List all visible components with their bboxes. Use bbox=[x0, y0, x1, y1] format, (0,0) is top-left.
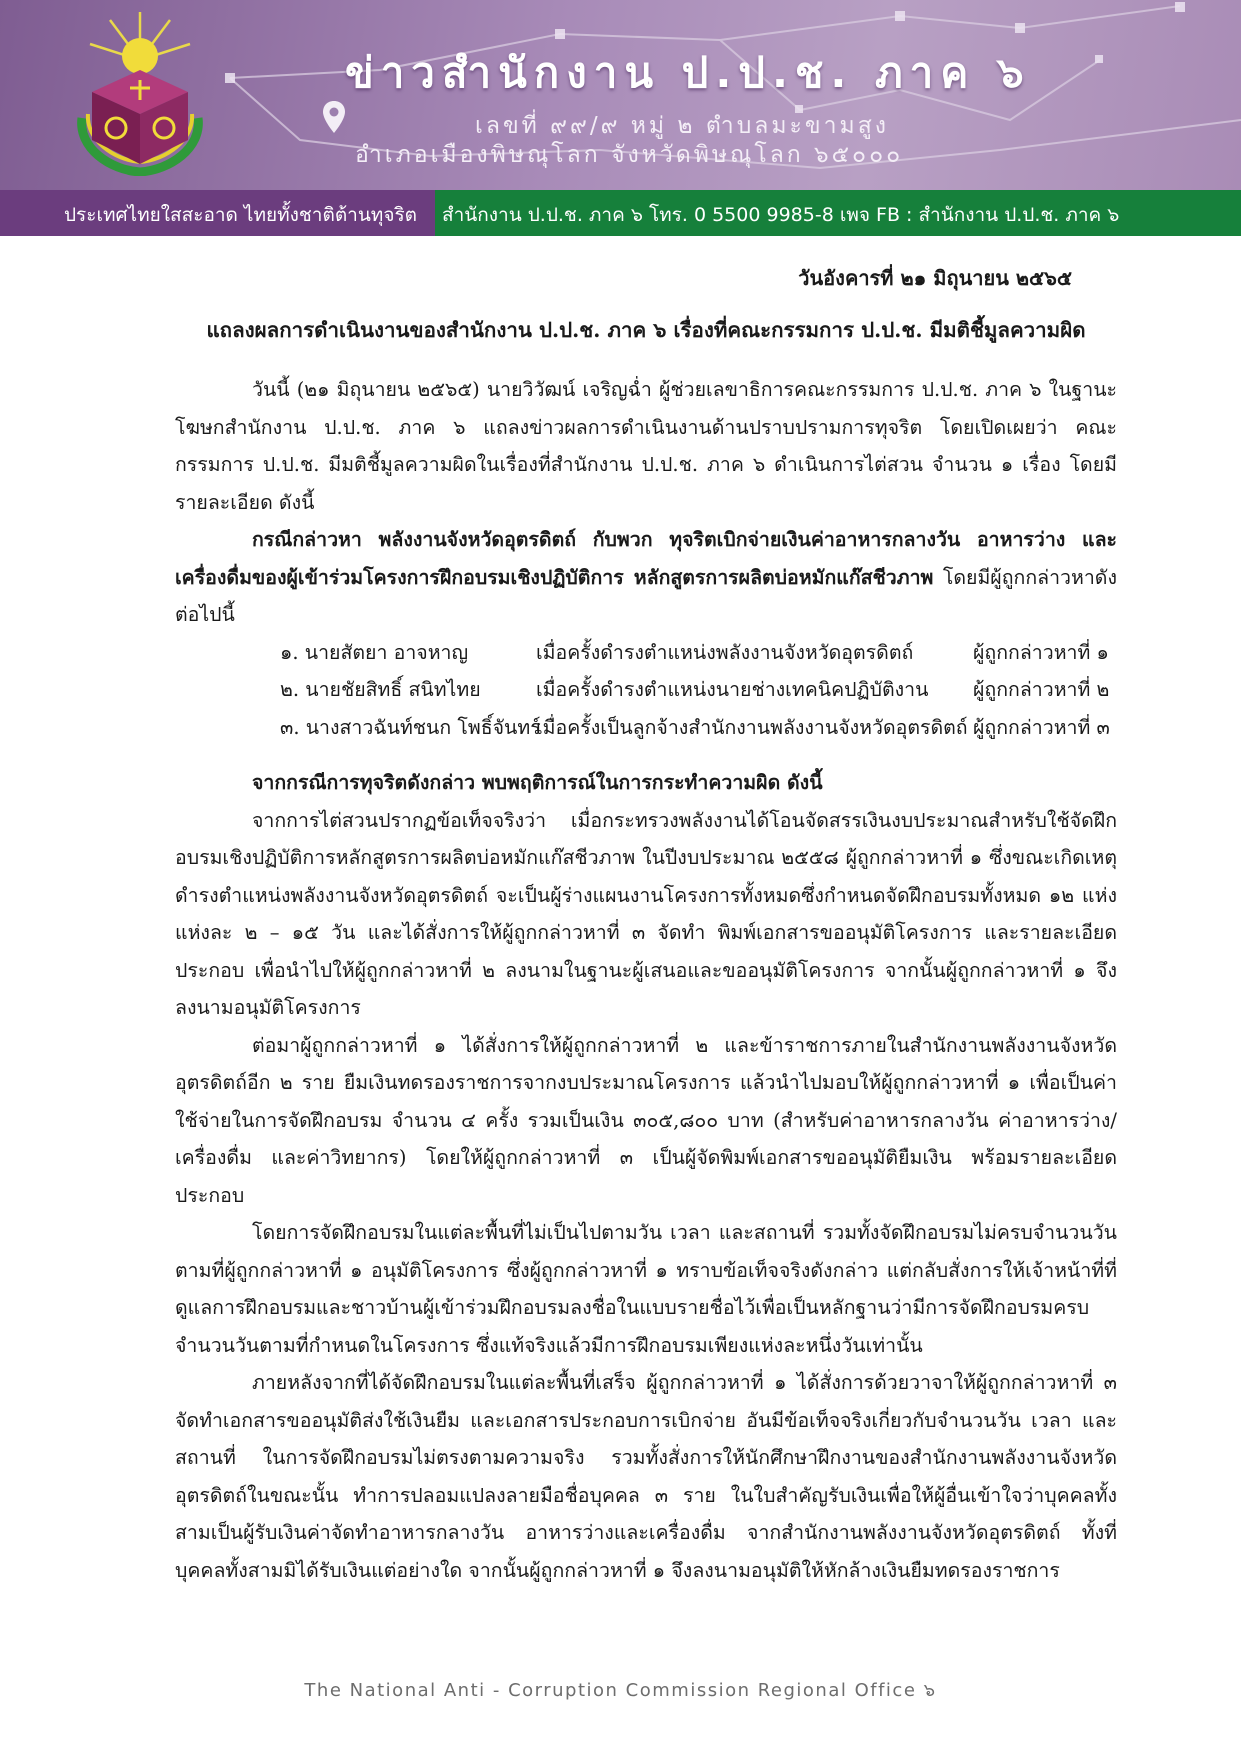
intro-paragraph: วันนี้ (๒๑ มิถุนายน ๒๕๖๕) นายวิวัฒน์ เจริญฉ่ำ ผู้ช่วยเลขาธิการคณะกรรมการ ป.ป.ช. ภาค ๖ ในฐานะโฆษกสำนักงาน ป.ป.ช. ภาค ๖ แถลงข่าวผลการดำเนินงานด้านปราบปรามการทุจริต โดยเปิดเผยว่า คณะกรรมการ ป.ป.ช. มีมติชี้มูลความผิดในเรื่องที่สำนักงาน ป.ป.ช. ภาค ๖ ดำเนินการไต่สวน จำนวน ๑ เรื่อง โดยมีรายละเอียด ดังนี้ bbox=[175, 378, 1117, 514]
facts-paragraph: ต่อมาผู้ถูกกล่าวหาที่ ๑ ได้สั่งการให้ผู้ถูกกล่าวหาที่ ๒ และข้าราชการภายในสำนักงานพลังงานจังหวัดอุตรดิตถ์อีก ๒ ราย ยืมเงินทดรองราชการจากงบประมาณโครงการ แล้วนำไปมอบให้ผู้ถูกกล่าวหาที่ ๑ เพื่อเป็นค่าใช้จ่ายในการจัดฝึกอบรม จำนวน ๔ ครั้ง รวมเป็นเงิน ๓๐๕,๘๐๐ บาท (สำหรับค่าอาหารกลางวัน ค่าอาหารว่าง/เครื่องดื่ม และค่าวิทยากร) โดยให้ผู้ถูกกล่าวหาที่ ๓ เป็นผู้จัดพิมพ์เอกสารขออนุมัติยืมเงิน พร้อมรายละเอียดประกอบ bbox=[175, 1033, 1117, 1207]
press-release-body bbox=[175, 250, 1117, 1589]
slogan-text: ประเทศไทยใสสะอาด ไทยทั้งชาติต้านทุจริต bbox=[64, 204, 418, 226]
accused-position: เมื่อครั้งดำรงตำแหน่งนายช่างเทคนิคปฏิบัติงาน bbox=[536, 678, 929, 701]
banner-title: ข่าวสำนักงาน ป.ป.ช. ภาค ๖ bbox=[345, 48, 1031, 97]
accused-row bbox=[175, 671, 1117, 709]
header-banner bbox=[0, 0, 1241, 190]
facts-paragraph: จากการไต่สวนปรากฏข้อเท็จจริงว่า เมื่อกระทรวงพลังงานได้โอนจัดสรรเงินงบประมาณสำหรับใช้จัดฝึกอบรมเชิงปฏิบัติการหลักสูตรการผลิตบ่อหมักแก๊สชีวภาพ ในปีงบประมาณ ๒๕๕๘ ผู้ถูกกล่าวหาที่ ๑ ซึ่งขณะเกิดเหตุดำรงตำแหน่งพลังงานจังหวัดอุตรดิตถ์ จะเป็นผู้ร่างแผนงานโครงการทั้งหมดซึ่งกำหนดจัดฝึกอบรมทั้งหมด ๑๒ แห่ง แห่งละ ๒ – ๑๕ วัน และได้สั่งการให้ผู้ถูกกล่าวหาที่ ๓ จัดทำ พิมพ์เอกสารขออนุมัติโครงการ และรายละเอียดประกอบ เพื่อนำไปให้ผู้ถูกกล่าวหาที่ ๒ ลงนามในฐานะผู้เสนอและขออนุมัติโครงการ จากนั้นผู้ถูกกล่าวหาที่ ๑ จึงลงนามอนุมัติโครงการ bbox=[175, 808, 1117, 1019]
address-line-1: เลขที่ ๙๙/๙ หมู่ ๒ ตำบลมะขามสูง bbox=[475, 113, 889, 139]
accused-name: ๒. นายชัยสิทธิ์ สนิทไทย bbox=[280, 678, 481, 701]
facts-paragraph: โดยการจัดฝึกอบรมในแต่ละพื้นที่ไม่เป็นไปตามวัน เวลา และสถานที่ รวมทั้งจัดฝึกอบรมไม่ครบจำนวนวันตามที่ผู้ถูกกล่าวหาที่ ๑ อนุมัติโครงการ ซึ่งผู้ถูกกล่าวหาที่ ๑ ทราบข้อเท็จจริงดังกล่าว แต่กลับสั่งการให้เจ้าหน้าที่ที่ดูแลการฝึกอบรมและชาวบ้านผู้เข้าร่วมฝึกอบรมลงชื่อในแบบรายชื่อไว้เพื่อเป็นหลักฐานว่ามีการจัดฝึกอบรมครบจำนวนวันตามที่กำหนดในโครงการ ซึ่งแท้จริงแล้วมีการฝึกอบรมเพียงแห่งละหนึ่งวันเท่านั้น bbox=[175, 1221, 1117, 1357]
accused-position: เมื่อครั้งดำรงตำแหน่งพลังงานจังหวัดอุตรดิตถ์ bbox=[536, 640, 914, 664]
accused-role: ผู้ถูกกล่าวหาที่ ๒ bbox=[973, 678, 1110, 701]
contact-text: สำนักงาน ป.ป.ช. ภาค ๖ โทร. 0 5500 9985-8 เพจ FB : สำนักงาน ป.ป.ช. ภาค ๖ bbox=[442, 204, 1120, 226]
case-summary-tail: โดยมีผู้ถูกกล่าวหาดังต่อไปนี้ bbox=[175, 565, 1117, 626]
contact-strip bbox=[0, 190, 1241, 236]
accused-name: ๑. นายสัตยา อาจหาญ bbox=[280, 640, 469, 664]
case-summary-bold: กรณีกล่าวหา พลังงานจังหวัดอุตรดิตถ์ กับพวก ทุจริตเบิกจ่ายเงินค่าอาหารกลางวัน อาหารว่าง และเครื่องดื่มของผู้เข้าร่วมโครงการฝึกอบรมเชิงปฏิบัติการ หลักสูตรการผลิตบ่อหมักแก๊สชีวภาพ bbox=[175, 528, 1117, 589]
accused-row bbox=[175, 634, 1117, 672]
address-line-2: อำเภอเมืองพิษณุโลก จังหวัดพิษณุโลก ๖๕๐๐๐ bbox=[355, 142, 904, 168]
map-pin-icon bbox=[322, 100, 346, 134]
accused-row bbox=[175, 709, 1117, 747]
case-paragraph bbox=[175, 521, 1117, 634]
page-footer: The National Anti - Corruption Commission Regional Office ๖ bbox=[304, 1680, 937, 1701]
accused-name: ๓. นางสาวฉันท์ชนก โพธิ์จันทร์ bbox=[280, 715, 541, 739]
release-title: แถลงผลการดำเนินงานของสำนักงาน ป.ป.ช. ภาค ๖ เรื่องที่คณะกรรมการ ป.ป.ช. มีมติชี้มูลความผิด bbox=[206, 317, 1086, 342]
facts-paragraph: ภายหลังจากที่ได้จัดฝึกอบรมในแต่ละพื้นที่เสร็จ ผู้ถูกกล่าวหาที่ ๑ ได้สั่งการด้วยวาจาให้ผู้ถูกกล่าวหาที่ ๓ จัดทำเอกสารขออนุมัติส่งใช้เงินยืม และเอกสารประกอบการเบิกจ่าย อันมีข้อเท็จจริงเกี่ยวกับจำนวนวัน เวลา และสถานที่ ในการจัดฝึกอบรมไม่ตรงตามความจริง รวมทั้งสั่งการให้นักศึกษาฝึกงานของสำนักงานพลังงานจังหวัดอุตรดิตถ์ในขณะนั้น ทำการปลอมแปลงลายมือชื่อบุคคล ๓ ราย ในใบสำคัญรับเงินเพื่อให้ผู้อื่นเข้าใจว่าบุคคลทั้งสามเป็นผู้รับเงินค่าจัดทำอาหารกลางวัน อาหารว่างและเครื่องดื่ม จากสำนักงานพลังงานจังหวัดอุตรดิตถ์ ทั้งที่บุคคลทั้งสามมิได้รับเงินแต่อย่างใด จากนั้นผู้ถูกกล่าวหาที่ ๑ จึงลงนามอนุมัติให้หักล้างเงินยืมทดรองราชการ bbox=[175, 1371, 1117, 1582]
release-date: วันอังคารที่ ๒๑ มิถุนายน ๒๕๖๕ bbox=[798, 266, 1072, 290]
accused-role: ผู้ถูกกล่าวหาที่ ๓ bbox=[973, 715, 1110, 739]
facts-heading: จากกรณีการทุจริตดังกล่าว พบพฤติการณ์ในการกระทำความผิด ดังนี้ bbox=[252, 771, 823, 794]
nacc-emblem-logo bbox=[70, 8, 210, 176]
accused-role: ผู้ถูกกล่าวหาที่ ๑ bbox=[973, 640, 1109, 664]
accused-list bbox=[175, 634, 1117, 747]
accused-position: เมื่อครั้งเป็นลูกจ้างสำนักงานพลังงานจังหวัดอุตรดิตถ์ bbox=[536, 715, 968, 739]
